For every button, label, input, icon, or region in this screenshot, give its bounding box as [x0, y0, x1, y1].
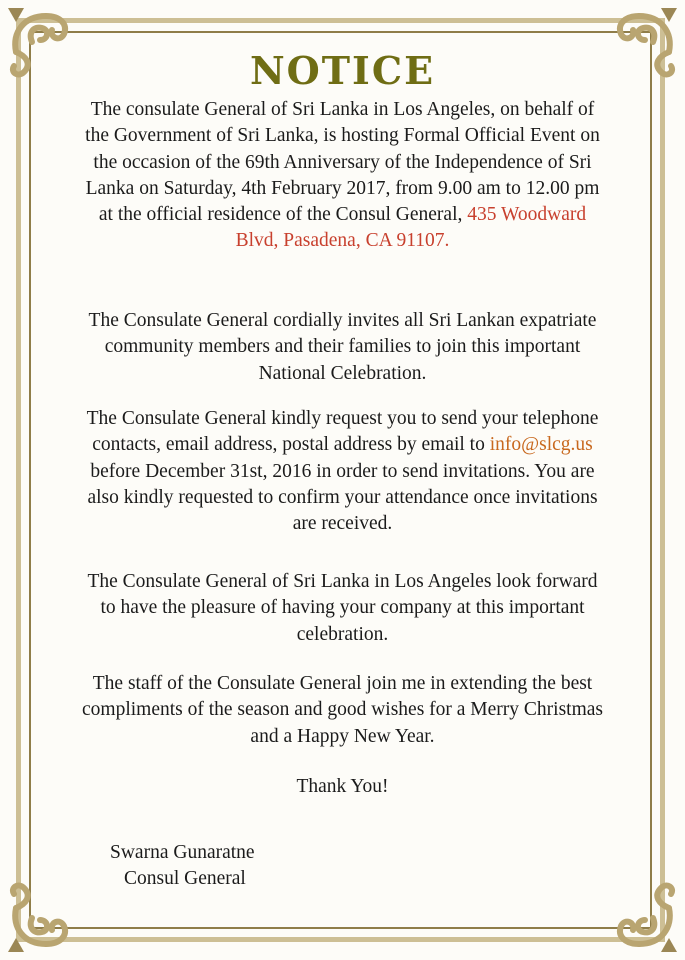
signature-block	[110, 840, 255, 892]
fleur-de-lis-corner-ornament-icon	[591, 866, 683, 958]
season-greetings-paragraph: The staff of the Consulate General join me in extending the best compliments of the season and good wishes for a Merry Christmas and a Happy New Year.	[82, 673, 603, 747]
invitation-paragraph: The Consulate General cordially invites all Sri Lankan expatriate community members and their families to join this important National Celebration.	[88, 310, 597, 384]
signatory-title: Consul General	[124, 868, 246, 889]
signatory-name: Swarna Gunaratne	[110, 842, 255, 863]
event-address: 435 Woodward Blvd, Pasadena, CA 91107.	[235, 204, 587, 252]
contact-request-text-after: before December 31st, 2016 in order to send invitations. You are also kindly requested to confirm your attendance once invitations are received.	[87, 460, 598, 535]
event-announcement-paragraph	[80, 97, 605, 255]
contact-request-paragraph	[80, 406, 605, 537]
event-announcement-text: The consulate General of Sri Lanka in Los Angeles, on behalf of the Government of Sri Lanka, is hosting Formal Official Event on the occasion of the 69th Anniversary of the Independence of Sri Lanka on Saturday, 4th February 2017, from 9.00 am to 12.00 pm at the official residence of the Consul General,	[85, 99, 600, 226]
thank-you-text: Thank You!	[296, 776, 389, 797]
fleur-de-lis-corner-ornament-icon	[2, 866, 94, 958]
contact-email-link[interactable]: info@slcg.us	[489, 434, 593, 456]
notice-title: NOTICE	[249, 48, 436, 93]
contact-request-text-before: The Consulate General kindly request you to send your telephone contacts, email address, postal address by email to	[86, 408, 599, 456]
pleasure-paragraph: The Consulate General of Sri Lanka in Los Angeles look forward to have the pleasure of having your company at this important celebration.	[87, 571, 598, 645]
